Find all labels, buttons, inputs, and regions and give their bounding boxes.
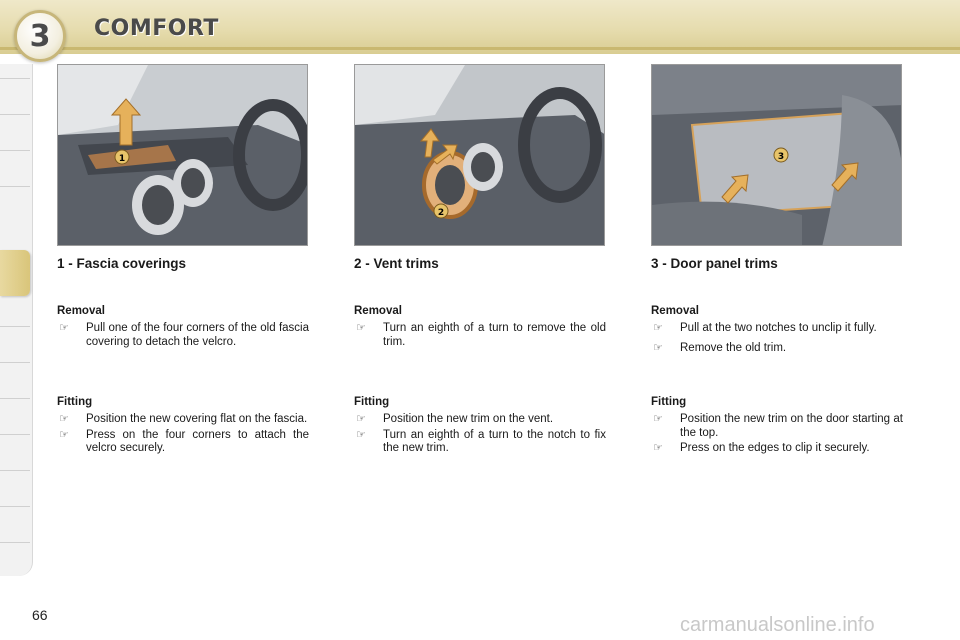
chapter-tab[interactable] — [0, 150, 30, 151]
chapter-title: COMFORT — [94, 16, 219, 41]
chapter-tab[interactable] — [0, 434, 30, 435]
door-panel-trim-photo — [651, 64, 902, 246]
section-title: 1 - Fascia coverings — [57, 256, 187, 271]
list-item: ☞ Pull one of the four corners of the old fascia covering to detach the velcro. — [59, 322, 309, 348]
chapter-tab[interactable] — [0, 78, 30, 79]
list-item: ☞ Position the new covering flat on the fascia. — [59, 413, 308, 425]
chapter-tab[interactable] — [0, 398, 30, 399]
pointing-hand-icon: ☞ — [356, 428, 366, 441]
fitting-heading: Fitting — [651, 396, 687, 408]
fitting-heading: Fitting — [57, 396, 93, 408]
photo-callout-1: 1 — [118, 154, 126, 164]
vent-trims-section — [354, 256, 606, 454]
vent-trim-photo — [354, 64, 605, 246]
removal-list — [651, 322, 903, 357]
removal-list — [354, 322, 606, 351]
fitting-heading: Fitting — [354, 396, 390, 408]
page-number: 66 — [32, 607, 48, 623]
removal-list — [57, 322, 309, 351]
list-item: ☞ Remove the old trim. — [653, 341, 787, 354]
chapter-tab[interactable] — [0, 186, 30, 187]
section-title: 3 - Door panel trims — [651, 256, 778, 271]
chapter-tab[interactable] — [0, 470, 30, 471]
fitting-list — [651, 413, 903, 458]
pointing-hand-icon: ☞ — [653, 413, 663, 425]
pointing-hand-icon: ☞ — [59, 413, 69, 425]
chapter-tab[interactable] — [0, 326, 30, 327]
fascia-covering-photo — [57, 64, 308, 246]
fascia-coverings-section — [57, 256, 309, 454]
removal-heading: Removal — [651, 305, 699, 317]
list-item: ☞ Turn an eighth of a turn to the notch to fix the new trim. — [356, 428, 606, 454]
pointing-hand-icon: ☞ — [356, 413, 366, 425]
pointing-hand-icon: ☞ — [653, 442, 663, 454]
chapter-tab-active[interactable] — [0, 250, 30, 296]
header-rule — [0, 47, 960, 50]
removal-heading: Removal — [57, 305, 105, 317]
removal-heading: Removal — [354, 305, 402, 317]
list-item: ☞ Pull at the two notches to unclip it fully. — [653, 322, 877, 334]
list-item: ☞ Press on the four corners to attach the velcro securely. — [59, 428, 309, 454]
pointing-hand-icon: ☞ — [59, 428, 69, 441]
chapter-number: 3 — [29, 18, 51, 54]
chapter-badge — [14, 10, 66, 62]
photo-callout-2: 2 — [437, 208, 445, 218]
pointing-hand-icon: ☞ — [653, 322, 663, 334]
watermark: carmanualsonline.info — [680, 614, 875, 636]
list-item: ☞ Position the new trim on the vent. — [356, 413, 554, 425]
chapter-tab[interactable] — [0, 362, 30, 363]
list-item: ☞ Turn an eighth of a turn to remove the old trim. — [356, 322, 606, 348]
list-item: ☞ Position the new trim on the door starting at the top. — [653, 413, 903, 439]
pointing-hand-icon: ☞ — [356, 322, 366, 334]
fitting-list — [354, 413, 606, 458]
chapter-tab[interactable] — [0, 114, 30, 115]
fitting-list — [57, 413, 309, 458]
photo-callout-3: 3 — [777, 152, 785, 162]
door-panel-trims-section — [651, 256, 903, 454]
chapter-tab[interactable] — [0, 542, 30, 543]
list-item: ☞ Press on the edges to clip it securely. — [653, 442, 870, 454]
pointing-hand-icon: ☞ — [59, 322, 69, 334]
pointing-hand-icon: ☞ — [653, 341, 663, 354]
chapter-tab[interactable] — [0, 506, 30, 507]
chapter-tab-strip — [0, 64, 33, 576]
section-title: 2 - Vent trims — [354, 256, 439, 271]
